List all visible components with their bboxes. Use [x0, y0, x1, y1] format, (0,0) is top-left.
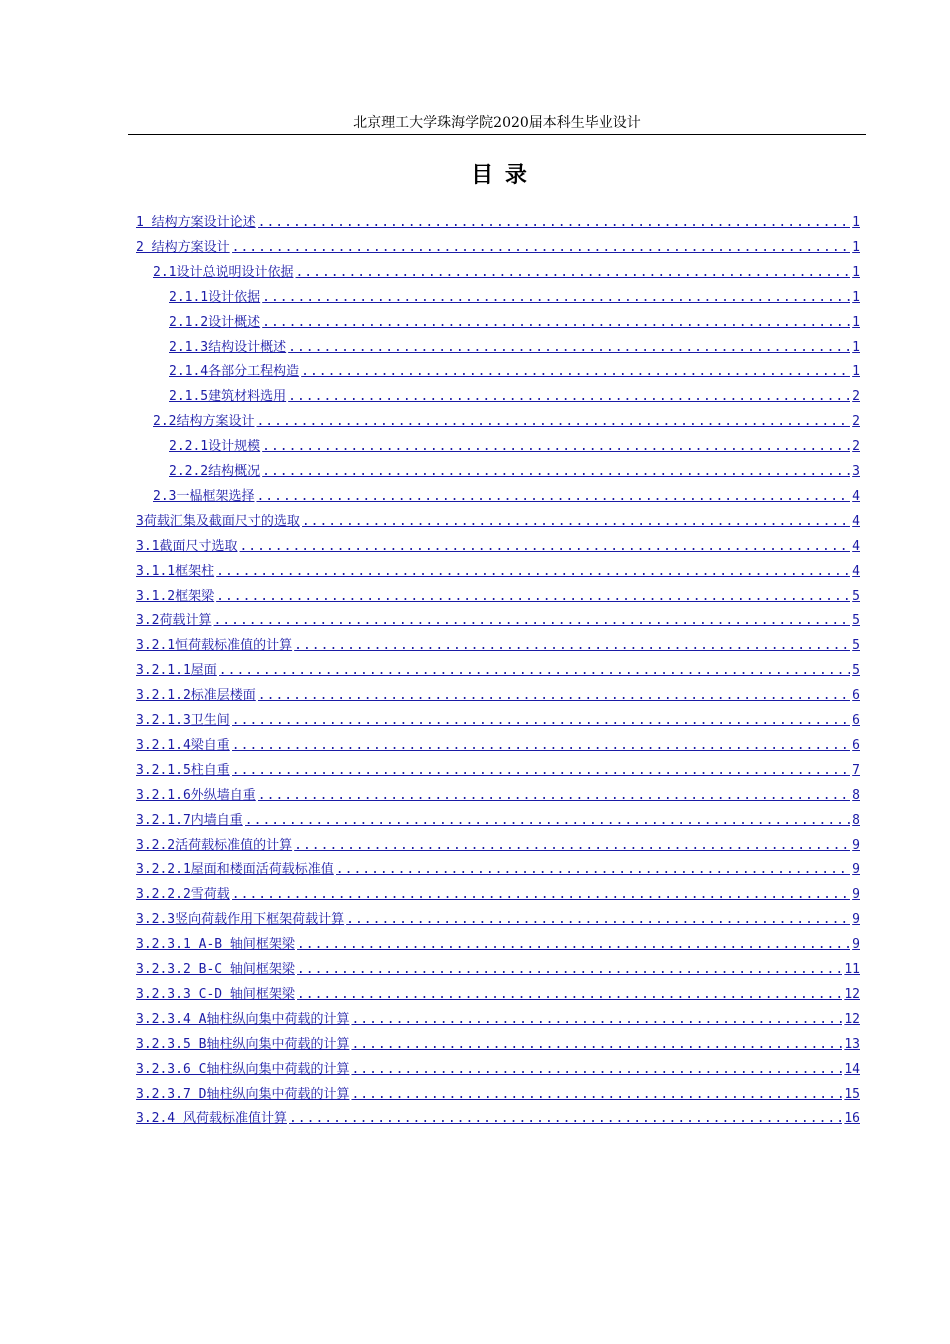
toc-entry-label: 3.2.1.3卫生间 [136, 713, 230, 728]
toc-entry-page: 2 [852, 389, 860, 405]
toc-leader-dots [232, 239, 851, 257]
toc-entry-label: 3.2.3.6 C轴柱纵向集中荷载的计算 [136, 1061, 350, 1077]
toc-entry-page: 12 [844, 1011, 860, 1027]
toc-leader-dots [297, 961, 842, 979]
toc-entry-page: 6 [852, 688, 860, 704]
toc-entry-page: 13 [844, 1036, 860, 1052]
toc-entry-page: 5 [852, 638, 860, 654]
toc-entry[interactable] [136, 934, 860, 954]
toc-entry-label: 3.1.2框架梁 [136, 588, 215, 604]
toc-entry[interactable] [136, 635, 860, 655]
toc-entry-page: 9 [852, 937, 860, 953]
toc-entry-label: 3.2.3.5 B轴柱纵向集中荷载的计算 [136, 1036, 350, 1052]
page-header: 北京理工大学珠海学院2020届本科生毕业设计 [128, 114, 866, 135]
toc-entry-label: 3.2.3.3 C-D 轴间框架梁 [136, 986, 295, 1002]
toc-entry[interactable] [153, 411, 860, 431]
toc-entry-page: 6 [852, 713, 860, 728]
toc-entry-label: 3.2.3.2 B-C 轴间框架梁 [136, 962, 295, 977]
toc-leader-dots [262, 438, 850, 456]
toc-leader-dots [219, 662, 850, 680]
toc-leader-dots [294, 637, 850, 655]
toc-entry[interactable] [136, 1009, 860, 1029]
toc-entry-label: 2.1设计总说明设计依据 [153, 264, 294, 280]
toc-entry-page: 1 [852, 314, 860, 330]
toc-entry[interactable] [136, 536, 860, 556]
toc-entry-label: 2.1.5建筑材料选用 [169, 389, 287, 405]
toc-entry-page: 4 [852, 538, 860, 554]
toc-entry[interactable] [136, 1084, 860, 1104]
toc-entry-label: 3.2.1.5柱自重 [136, 762, 230, 778]
toc-entry-label: 2.1.4各部分工程构造 [169, 364, 300, 380]
toc-entry-page: 5 [852, 613, 860, 629]
toc-leader-dots [256, 413, 850, 431]
toc-entry[interactable] [169, 337, 860, 357]
toc-entry-label: 3荷载汇集及截面尺寸的选取 [136, 513, 300, 529]
toc-entry[interactable] [136, 212, 860, 232]
toc-leader-dots [297, 986, 842, 1004]
toc-entry[interactable] [136, 884, 860, 904]
toc-entry-label: 3.2.2活荷载标准值的计算 [136, 837, 293, 853]
toc-entry-page: 5 [852, 663, 860, 679]
toc-leader-dots [232, 762, 850, 780]
toc-entry[interactable] [136, 586, 860, 606]
toc-entry-label: 3.2.4 风荷载标准值计算 [136, 1111, 287, 1127]
toc-entry[interactable] [136, 685, 860, 705]
toc-entry-page: 3 [852, 464, 860, 479]
toc-leader-dots [256, 488, 850, 506]
toc-entry-page: 7 [852, 762, 860, 778]
toc-leader-dots [232, 712, 850, 730]
toc-entry[interactable] [136, 660, 860, 680]
toc-entry[interactable] [136, 511, 860, 531]
toc-entry-page: 9 [852, 862, 860, 878]
toc-entry-page: 4 [852, 563, 860, 579]
toc-leader-dots [258, 687, 850, 705]
toc-entry-label: 2.2.1设计规模 [169, 439, 261, 455]
toc-leader-dots [297, 936, 850, 954]
toc-leader-dots [302, 513, 850, 531]
toc-leader-dots [262, 314, 850, 332]
toc-entry-page: 1 [852, 264, 860, 280]
toc-entry[interactable] [136, 735, 860, 755]
toc-entry[interactable] [136, 959, 860, 979]
toc-entry-label: 3.2.1.4梁自重 [136, 737, 230, 753]
toc-entry-page: 1 [852, 239, 860, 255]
toc-entry-page: 1 [852, 289, 860, 305]
toc-leader-dots [301, 363, 850, 381]
toc-entry-label: 2 结构方案设计 [136, 239, 230, 255]
toc-entry-page: 8 [852, 787, 860, 803]
toc-entry-page: 11 [844, 962, 860, 977]
toc-leader-dots [258, 787, 850, 805]
toc-entry[interactable] [136, 237, 860, 257]
toc-leader-dots [232, 886, 850, 904]
toc-entry-page: 2 [852, 414, 860, 430]
toc-entry[interactable] [136, 984, 860, 1004]
toc-entry-label: 3.2.3.7 D轴柱纵向集中荷载的计算 [136, 1086, 350, 1102]
toc-entry[interactable] [169, 386, 860, 406]
toc-entry-label: 3.2.1.1屋面 [136, 663, 217, 679]
toc-entry-label: 3.2.1.6外纵墙自重 [136, 787, 256, 803]
toc-leader-dots [288, 388, 850, 406]
toc-entry[interactable] [136, 859, 860, 879]
toc-leader-dots [216, 588, 850, 606]
toc-entry[interactable] [169, 312, 860, 332]
toc-entry-page: 5 [852, 588, 860, 604]
toc-entry[interactable] [136, 610, 860, 630]
toc-entry-page: 9 [852, 837, 860, 853]
toc-leader-dots [351, 1086, 842, 1104]
toc-entry[interactable] [136, 760, 860, 780]
toc-leader-dots [288, 339, 850, 357]
toc-entry-label: 3.2.2.2雪荷载 [136, 887, 230, 903]
toc-entry-label: 3.2.3竖向荷载作用下框架荷载计算 [136, 912, 345, 928]
toc-entry-label: 3.2.1恒荷载标准值的计算 [136, 638, 293, 654]
toc-entry-page: 9 [852, 912, 860, 928]
toc-leader-dots [295, 264, 850, 282]
toc-entry-label: 3.1截面尺寸选取 [136, 538, 238, 554]
toc-entry-page: 14 [844, 1061, 860, 1077]
toc-entry[interactable] [169, 361, 860, 381]
toc-entry[interactable] [136, 1108, 860, 1128]
toc-entry-label: 2.3一榀框架选择 [153, 488, 255, 504]
toc-entry-label: 3.2.3.1 A-B 轴间框架梁 [136, 937, 295, 953]
toc-entry-label: 1 结构方案设计论述 [136, 215, 256, 230]
toc-leader-dots [289, 1110, 842, 1128]
toc-entry-page: 16 [844, 1111, 860, 1127]
toc-entry[interactable] [136, 1034, 860, 1054]
toc-entry-label: 3.1.1框架柱 [136, 563, 215, 579]
toc-entry-label: 2.2.2结构概况 [169, 464, 261, 479]
toc-entry-label: 3.2.1.7内墙自重 [136, 812, 243, 828]
toc-leader-dots [262, 463, 850, 481]
toc-entry-page: 9 [852, 887, 860, 903]
toc-leader-dots [294, 837, 850, 855]
toc-leader-dots [239, 538, 850, 556]
toc-leader-dots [245, 812, 850, 830]
toc-leader-dots [351, 1011, 842, 1029]
toc-entry-label: 2.1.2设计概述 [169, 314, 261, 330]
toc-entry[interactable] [169, 287, 860, 307]
toc-entry[interactable] [136, 835, 860, 855]
toc-entry[interactable] [136, 561, 860, 581]
toc-entry-page: 12 [844, 986, 860, 1002]
toc-leader-dots [232, 737, 850, 755]
toc-leader-dots [258, 214, 851, 232]
toc-entry-label: 3.2荷载计算 [136, 613, 212, 629]
toc-leader-dots [213, 612, 850, 630]
toc-entry-page: 4 [852, 488, 860, 504]
toc-entry[interactable] [153, 486, 860, 506]
toc-entry[interactable] [136, 710, 860, 730]
toc-entry-page: 1 [852, 215, 860, 230]
toc-entry-page: 15 [844, 1086, 860, 1102]
toc-leader-dots [336, 861, 850, 879]
toc-entry[interactable] [169, 461, 860, 481]
toc-entry-label: 3.2.2.1屋面和楼面活荷载标准值 [136, 862, 334, 878]
toc-entry[interactable] [153, 262, 860, 282]
toc-entry[interactable] [136, 810, 860, 830]
toc-entry-label: 3.2.3.4 A轴柱纵向集中荷载的计算 [136, 1011, 350, 1027]
toc-leader-dots [351, 1061, 842, 1079]
toc-entry-page: 8 [852, 812, 860, 828]
toc-entry-label: 2.2结构方案设计 [153, 414, 255, 430]
toc-leader-dots [351, 1036, 842, 1054]
toc-entry[interactable] [136, 909, 860, 929]
toc-leader-dots [216, 563, 850, 581]
toc-entry-page: 1 [852, 339, 860, 355]
toc-entry-page: 4 [852, 513, 860, 529]
toc-leader-dots [346, 911, 850, 929]
toc-entry[interactable] [136, 1059, 860, 1079]
toc-entry-label: 3.2.1.2标准层楼面 [136, 688, 256, 704]
toc-entry-label: 2.1.1设计依据 [169, 289, 261, 305]
toc-leader-dots [262, 289, 850, 307]
toc-entry[interactable] [136, 785, 860, 805]
toc-entry[interactable] [169, 436, 860, 456]
toc-title: 目 录 [471, 163, 529, 188]
toc-entry-label: 2.1.3结构设计概述 [169, 339, 287, 355]
toc-entry-page: 6 [852, 737, 860, 753]
toc-entry-page: 1 [852, 364, 860, 380]
toc-entry-page: 2 [852, 439, 860, 455]
